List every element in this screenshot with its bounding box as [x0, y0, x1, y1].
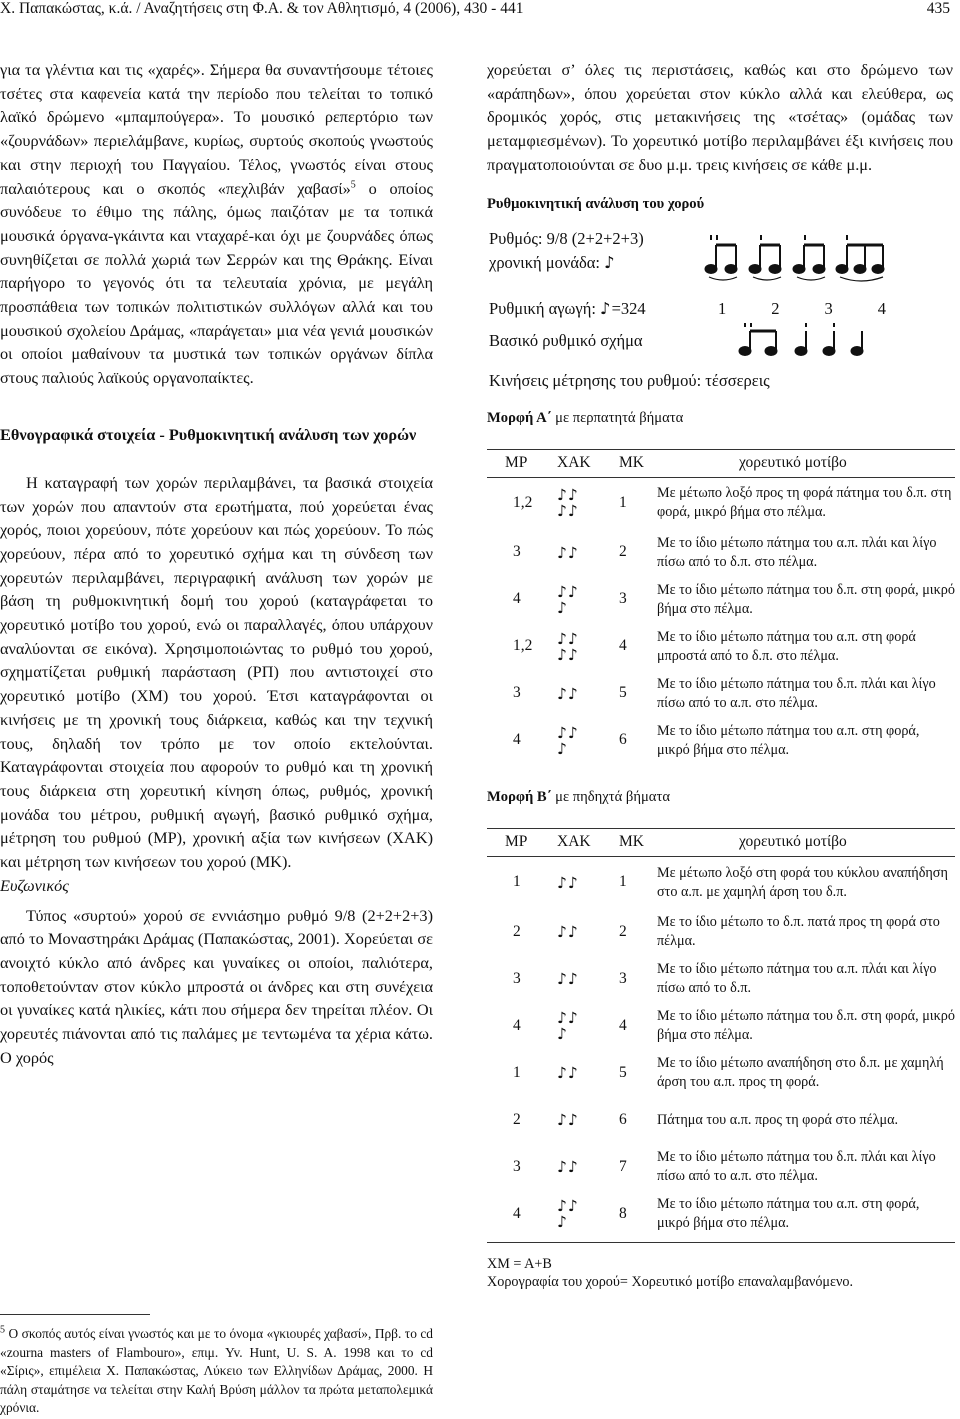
cell-motif-description: Με το ίδιο μέτωπο το δ.π. πατά προς τη φορά στο πέλμα. [657, 914, 940, 950]
cell-mk: 6 [619, 731, 627, 749]
table-row [487, 529, 955, 576]
col-header-hak: ΧΑΚ [557, 449, 619, 477]
beat-number: 3 [824, 298, 833, 318]
cell-mk: 8 [619, 1204, 627, 1222]
form-a-subtitle: με περπατητά βήματα [551, 409, 684, 426]
rhythm-analysis-heading: Ρυθμοκινητική ανάλυση του χορού [487, 195, 705, 212]
table-row [487, 956, 955, 1003]
note-value-icon: ♪ [557, 1025, 568, 1044]
form-a-table [487, 449, 955, 765]
cell-mk: 3 [619, 969, 627, 987]
table-header-row [487, 829, 955, 857]
eighth-note-icon: ♪ [600, 298, 612, 318]
col-header-mk: ΜΚ [619, 449, 657, 477]
cell-mk: 4 [619, 1016, 627, 1034]
note-value-icon: ♪♪ [557, 582, 579, 601]
footnote-text: Ο σκοπός αυτός είναι γνωστός και με το όνομα «γκιουρές χαβασί», Πρβ. το cd «zourna masters of Flambouro», επιμ. Yv. Hunt, U. S. A. 1998 και το cd «Σίρις», επιμέλεια Χ. Παπακώστας, Λύκειο των Ελληνίδων Δράμας, 2000. Η πάλη σταμάτησε να τελείται στην Καλή Βρύση μάλλον τα πρώτα μεταπολεμικά χρόνια. [0, 1326, 433, 1416]
cell-mk: 6 [619, 1110, 627, 1128]
paragraph-continued [0, 58, 433, 390]
form-a-body [487, 477, 955, 764]
note-value-icon: ♪♪ [557, 970, 579, 989]
cell-mk: 5 [619, 1063, 627, 1081]
cell-mr: 2 [513, 1110, 521, 1128]
cell-mk: 7 [619, 1157, 627, 1175]
cell-hak [557, 1144, 619, 1191]
cell-hak [557, 1050, 619, 1097]
cell-motif-description: Πάτημα του α.π. προς τη φορά στο πέλμα. [657, 1111, 899, 1128]
cell-motif-description: Με το ίδιο μέτωπο πάτημα του α.π. στη φορά, μικρό βήμα στο πέλμα. [657, 1196, 920, 1232]
dance-name: Ευζωνικός [0, 875, 69, 895]
cell-mr: 1 [513, 1063, 521, 1081]
note-choreography: Χορογραφία του χορού= Χορευτικό μοτίβο επαναλαμβανόμενο. [487, 1274, 854, 1291]
table-header-row [487, 449, 955, 477]
cell-hak [557, 857, 619, 909]
cell-mr: 4 [513, 1204, 521, 1222]
cell-motif-description: Με μέτωπο λοξό στη φορά του κύκλου αναπήδηση στο α.π. με χαμηλή άρση του δ.π. [657, 864, 948, 900]
beat-number: 1 [718, 298, 727, 318]
tempo-value: =324 [611, 298, 646, 318]
running-header [0, 0, 960, 24]
paragraph-text-rest: ο οποίος συνόδευε το έθιμο της πάλης, όμως παιζόταν με τα τοπικά μουσικά όργανα-γκάιντα και νταχαρέ-και όχι με ζουρνάδες όπως συνηθίζεται σε πολλά χωριά των Σερρών και της Θράκης. Είναι παρήγορο το γεγονός ότι τα τελευταία χρόνια, με μεγάλη προσπάθεια των τοπικών πολιτιστικών συλλόγων αλλά και του μουσικού σχολείου Δράμας, «παράγεται» μια νέα γενιά μουσικών οι οποίοι μαθαίνουν τα μυστικά των τοπικών οργάνων δίπλα στους παλιούς λαϊκούς οργανοπαίκτες. [0, 178, 433, 388]
col-header-mr: ΜΡ [487, 449, 557, 477]
paragraph-right: χορεύεται σ’ όλες τις περιστάσεις, καθώς και στο δρώμενο των «αράπηδων», όπου χορεύεται στον κύκλο αλλά και ελεύθερα, ως δρομικός χορός, στις μετακινήσεις της «τσέτας» (ομάδας των μεταμφιεσμένων). Το χορευτικό μοτίβο περιλαμβάνει έξι κινήσεις που πραγματοποιούνται σε δυο μ.μ. τρεις κινήσεις σε κάθε μ.μ. [487, 60, 953, 174]
cell-motif-description: Με το ίδιο μέτωπο πάτημα του α.π. στη φορά, μικρό βήμα στο πέλμα. [657, 722, 920, 758]
tempo-label: Ρυθμική αγωγή: [489, 298, 596, 318]
cell-mr: 1,2 [513, 493, 533, 511]
footnote-number: 5 [0, 1324, 5, 1336]
cell-hak [557, 1003, 619, 1050]
section-heading: Εθνογραφικά στοιχεία - Ρυθμοκινητική ανάλυση των χορών [0, 424, 417, 444]
note-value-icon: ♪♪ [557, 1158, 579, 1177]
table-row [487, 909, 955, 956]
cell-mr: 4 [513, 590, 521, 608]
cell-mk: 1 [619, 493, 627, 511]
cell-motif-description: Με το ίδιο μέτωπο πάτημα του α.π. πλάι και λίγο πίσω από το δ.π. στο πέλμα. [657, 534, 937, 570]
note-value-icon: ♪♪ [557, 684, 579, 703]
note-value-icon: ♪ [557, 1213, 568, 1232]
footnote-rule [0, 1314, 150, 1315]
cell-mk: 4 [619, 637, 627, 655]
note-value-icon: ♪ [557, 598, 568, 617]
left-column [0, 58, 433, 1069]
cell-mk: 2 [619, 922, 627, 940]
note-value-icon: ♪♪ [557, 873, 579, 892]
paragraph-text: για τα γλέντια και τις «χαρές». Σήμερα θα συναντήσουμε τέτοιες τσέτες στα καφενεία κατά την περίοδο που τελείται το τοπικό λαϊκό δρώμενο «μπαμπούγερα». Το μουσικό ρεπερτόριο των «ζουρνάδων» περιελάμβανε, κυρίως, συρτούς σκοπούς γνωστούς και στην περιοχή του Παγγαίου. Τέλος, γνωστός είναι στους παλαιότερους και ο σκοπός «πεχλιβάν χαβασί» [0, 60, 433, 198]
cell-mr: 4 [513, 1016, 521, 1034]
note-value-icon: ♪♪ [557, 1064, 579, 1083]
page-number: 435 [926, 0, 950, 17]
beat-number: 4 [877, 298, 886, 318]
cell-mr: 3 [513, 969, 521, 987]
header-citation: Χ. Παπακώστας, κ.ά. / Αναζητήσεις στη Φ.Α. & τον Αθλητισμό, 4 (2006), 430 - 441 [0, 0, 524, 17]
form-b-table [487, 828, 955, 1238]
measure-movements: Κινήσεις μέτρησης του ρυθμού: τέσσερεις [489, 370, 770, 390]
basic-pattern-label: Βασικό ρυθμικό σχήμα [489, 330, 643, 350]
cell-motif-description: Με το ίδιο μέτωπο πάτημα του δ.π. στη φορά, μικρό βήμα στο πέλμα. [657, 1008, 955, 1044]
beat-number: 2 [771, 298, 780, 318]
table-row [487, 1191, 955, 1238]
cell-hak [557, 956, 619, 1003]
rhythm-notation-icon [701, 231, 901, 283]
cell-hak [557, 1097, 619, 1144]
cell-mk: 5 [619, 684, 627, 702]
cell-mr: 4 [513, 731, 521, 749]
note-value-icon: ♪♪ [557, 723, 579, 742]
table-row [487, 576, 955, 623]
footnote-reference[interactable]: 5 [350, 179, 356, 191]
cell-motif-description: Με το ίδιο μέτωπο πάτημα του α.π. στη φορά μπροστά από το δ.π. στο πέλμα. [657, 628, 916, 664]
form-b-heading [487, 786, 953, 808]
note-value-icon: ♪ [557, 739, 568, 758]
cell-mr: 1 [513, 873, 521, 891]
cell-hak [557, 717, 619, 764]
col-header-motif: χορευτικό μοτίβο [657, 449, 955, 477]
cell-hak [557, 909, 619, 956]
cell-hak [557, 623, 619, 670]
cell-motif-description: Με το ίδιο μέτωπο πάτημα του δ.π. πλάι και λίγο πίσω από το α.π. στο πέλμα. [657, 1149, 936, 1185]
cell-hak [557, 1191, 619, 1238]
cell-mk: 1 [619, 873, 627, 891]
table-row [487, 1097, 955, 1144]
cell-motif-description: Με το ίδιο μέτωπο πάτημα του δ.π. πλάι και λίγο πίσω από το α.π. στο πέλμα. [657, 675, 936, 711]
cell-mk: 3 [619, 590, 627, 608]
cell-motif-description: Με το ίδιο μέτωπο πάτημα του α.π. πλάι και λίγο πίσω από το δ.π. [657, 961, 937, 997]
paragraph-method: Η καταγραφή των χορών περιλαμβάνει, τα βασικά στοιχεία των χορών που απαντούν στα ερωτήματα, πού χορεύεται ένας χορός, ποιοι χορεύουν, πότε χορεύουν και πώς χορεύουν. Το πώς χορεύουν, πέρα από το χορευτικό σχήμα και τη σύνδεση των χορευτών περιλαμβάνει, περιγραφική ανάλυση των χορών με βάση τη ρυθμοκινητική δομή του χορού (καταγράφεται το χορευτικό μοτίβο του χορού, ενώ οι παραλλαγές, όπου υπάρχουν αναλύονται σε εικόνα). Χρησιμοποιώντας το ρυθμό του χορού, σχηματίζεται ρυθμική παράσταση (ΡΠ) που αντιστοιχεί στο χορευτικό μοτίβο (ΧΜ) του χορού. Έτσι καταγράφονται οι κινήσεις με τη χρονική τους διάρκεια, καθώς και την τεχνική τους, δηλαδή τον τρόπο με τον οποίο εκτελούνται. Καταγράφονται στοιχεία που αφορούν το ρυθμό και τη χρονική τους διάρκεια στη χορευτική κίνηση όπως, ρυθμός, χρονική μονάδα του μέτρου, ρυθμική αγωγή, βασικό ρυθμικό σχήμα, μέτρηση του ρυθμού (ΜΡ), χρονική αξία των κινήσεων (ΧΑΚ) και μέτρηση των κινήσεων του χορού (ΜΚ). [0, 472, 433, 872]
table-row [487, 1003, 955, 1050]
cell-mr: 3 [513, 684, 521, 702]
cell-mr: 3 [513, 1157, 521, 1175]
cell-hak [557, 670, 619, 717]
tempo [489, 299, 646, 319]
footnote [0, 1325, 433, 1418]
note-value-icon: ♪♪ [557, 486, 579, 505]
cell-hak [557, 576, 619, 623]
time-unit [489, 253, 616, 273]
cell-hak [557, 477, 619, 529]
table-row [487, 857, 955, 909]
note-value-icon: ♪♪ [557, 502, 579, 521]
cell-mk: 2 [619, 543, 627, 561]
note-formula: ΧΜ = Α+Β [487, 1255, 552, 1272]
eighth-note-icon: ♪ [604, 252, 616, 272]
cell-motif-description: Με μέτωπο λοξό προς τη φορά πάτημα του δ.π. στη φορά, μικρό βήμα στο πέλμα. [657, 485, 952, 521]
table-bottom-rule [487, 1242, 955, 1255]
col-header-motif: χορευτικό μοτίβο [657, 829, 955, 857]
col-header-hak: ΧΑΚ [557, 829, 619, 857]
table-row [487, 1050, 955, 1097]
note-value-icon: ♪♪ [557, 1111, 579, 1130]
table-row [487, 623, 955, 670]
table-row [487, 717, 955, 764]
rhythm-label: Ρυθμός: 9/8 (2+2+2+3) [489, 228, 644, 248]
note-value-icon: ♪♪ [557, 629, 579, 648]
paragraph-dance: Τύπος «συρτού» χορού σε εννιάσημο ρυθμό 9/8 (2+2+2+3) από το Μοναστηράκι Δράμας (Παπακώστας, 2001). Χορεύεται σε ανοιχτό κύκλο από άνδρες και γυναίκες οι οποίοι, παλιότερα, τοποθετούνταν στον κύκλο μπροστά οι άνδρες και στη συνέχεια οι γυναίκες κατά ηλικίες, κάτι που σήμερα δεν τηρείται πλέον. Οι χορευτές πιάνονται από τις παλάμες με τεντωμένα τα χέρια κάτω. Ο χορός [0, 905, 433, 1067]
note-value-icon: ♪♪ [557, 645, 579, 664]
cell-mr: 3 [513, 543, 521, 561]
form-a-label: Μορφή Α΄ [487, 409, 552, 426]
right-column [487, 58, 953, 1292]
form-a-heading [487, 407, 953, 429]
cell-motif-description: Με το ίδιο μέτωπο πάτημα του δ.π. στη φορά, μικρό βήμα στο πέλμα. [657, 581, 955, 617]
col-header-mk: ΜΚ [619, 829, 657, 857]
col-header-mr: ΜΡ [487, 829, 557, 857]
cell-mr: 2 [513, 922, 521, 940]
note-value-icon: ♪♪ [557, 923, 579, 942]
rhythm-box [487, 229, 953, 407]
note-value-icon: ♪♪ [557, 1197, 579, 1216]
form-b-body [487, 857, 955, 1238]
table-row [487, 1144, 955, 1191]
cell-motif-description: Με το ίδιο μέτωπο αναπήδηση στο δ.π. με χαμηλή άρση του α.π. προς τη φορά. [657, 1055, 944, 1091]
beat-numbers [718, 299, 886, 319]
note-value-icon: ♪♪ [557, 543, 579, 562]
cell-mr: 1,2 [513, 637, 533, 655]
note-value-icon: ♪♪ [557, 1009, 579, 1028]
table-row [487, 477, 955, 529]
basic-rhythm-pattern-icon [735, 323, 885, 359]
form-b-label: Μορφή Β΄ [487, 789, 552, 806]
cell-hak [557, 529, 619, 576]
time-unit-label: χρονική μονάδα: [489, 252, 600, 272]
form-b-subtitle: με πηδηχτά βήματα [551, 789, 670, 806]
table-row [487, 670, 955, 717]
